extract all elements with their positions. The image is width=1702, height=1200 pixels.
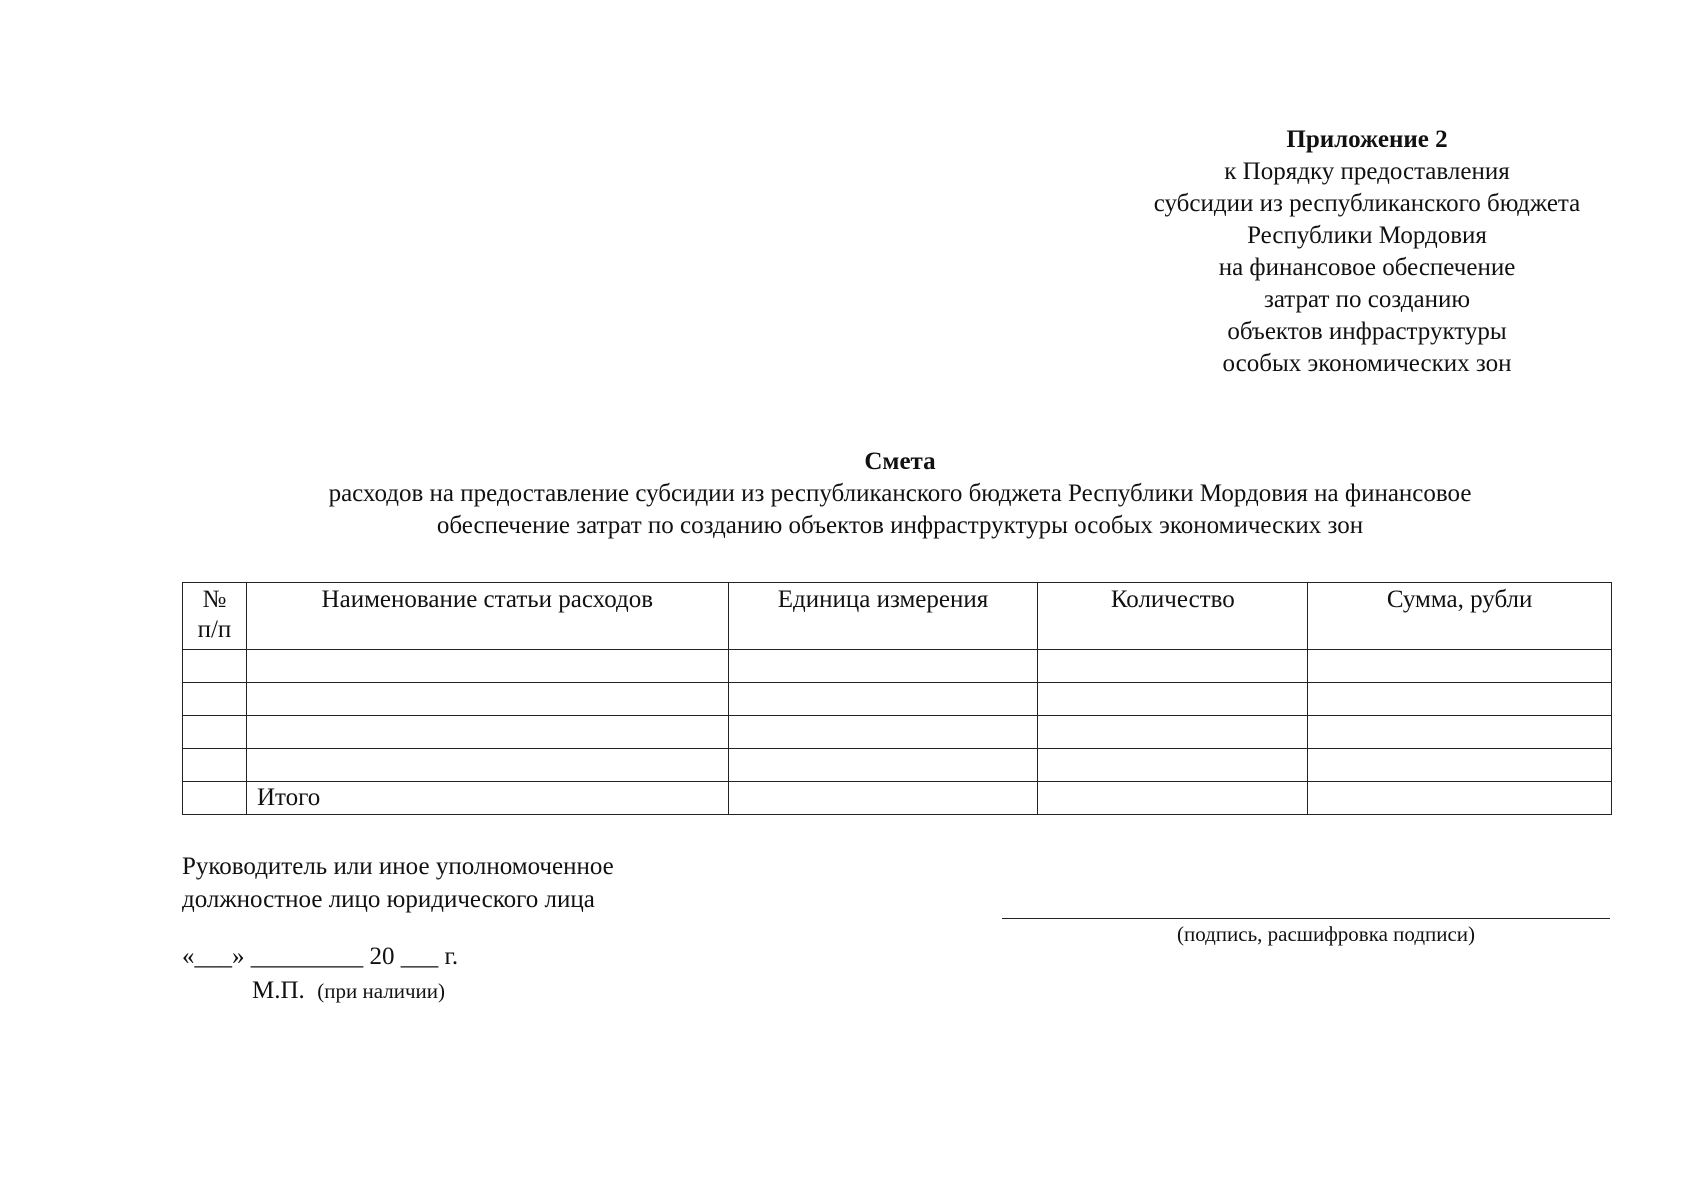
appendix-line: особых экономических зон (1222, 350, 1512, 377)
table-cell (728, 716, 1038, 749)
estimate-table (182, 582, 1612, 815)
signer-block (182, 850, 614, 916)
appendix-line: затрат по созданию (1263, 286, 1471, 313)
appendix-line: Республики Мордовия (1247, 222, 1487, 249)
table-cell (246, 683, 728, 716)
header-unit: Единица измерения (728, 583, 1038, 650)
table-cell (1308, 716, 1612, 749)
header-amount: Сумма, рубли (1308, 583, 1612, 650)
table-cell (246, 716, 728, 749)
table-cell (246, 749, 728, 782)
appendix-line: субсидии из республиканского бюджета (1153, 190, 1581, 217)
appendix-line: объектов инфраструктуры (1227, 318, 1507, 345)
header-number: № п/п (183, 583, 247, 650)
total-label: Итого (246, 782, 728, 815)
table-total-row (183, 782, 1612, 815)
appendix-block (1102, 124, 1632, 380)
table-row (183, 749, 1612, 782)
stamp-label: М.П. (252, 977, 305, 1004)
table-cell (728, 683, 1038, 716)
table-cell (1038, 683, 1308, 716)
table-cell (1308, 749, 1612, 782)
table-cell (183, 716, 247, 749)
appendix-title: Приложение 2 (1286, 126, 1448, 153)
table-cell (183, 782, 247, 815)
header-item-name: Наименование статьи расходов (246, 583, 728, 650)
document-title-block (200, 446, 1600, 542)
document-subtitle-line: расходов на предоставление субсидии из республиканского бюджета Республики Мордовия на финансовое (328, 480, 1472, 507)
table-row (183, 683, 1612, 716)
table-row (183, 650, 1612, 683)
table-cell (1038, 650, 1308, 683)
table-row (183, 716, 1612, 749)
table-cell (246, 650, 728, 683)
document-subtitle-line: обеспечение затрат по созданию объектов инфраструктуры особых экономических зон (436, 512, 1364, 539)
table-header-row (183, 583, 1612, 650)
table-cell (728, 749, 1038, 782)
header-quantity: Количество (1038, 583, 1308, 650)
document-heading: Смета (864, 448, 936, 475)
date-line: «___» _________ 20 ___ г. (182, 943, 459, 970)
appendix-line: к Порядку предоставления (1224, 158, 1510, 185)
stamp-note: (при наличии) (317, 979, 446, 1003)
table-cell (1038, 782, 1308, 815)
table-cell (728, 782, 1038, 815)
table-cell (1308, 650, 1612, 683)
stamp-block (252, 976, 445, 1006)
table-cell (1308, 782, 1612, 815)
table-cell (728, 650, 1038, 683)
table-cell (1308, 683, 1612, 716)
table-cell (183, 683, 247, 716)
table-cell (1038, 716, 1308, 749)
signature-caption: (подпись, расшифровка подписи) (1176, 922, 1476, 946)
signature-line (1002, 918, 1610, 919)
table-cell (183, 749, 247, 782)
appendix-line: на финансовое обеспечение (1218, 254, 1516, 281)
table-cell (183, 650, 247, 683)
signer-line: должностное лицо юридического лица (182, 886, 595, 913)
signer-line: Руководитель или иное уполномоченное (182, 853, 614, 880)
table-cell (1038, 749, 1308, 782)
